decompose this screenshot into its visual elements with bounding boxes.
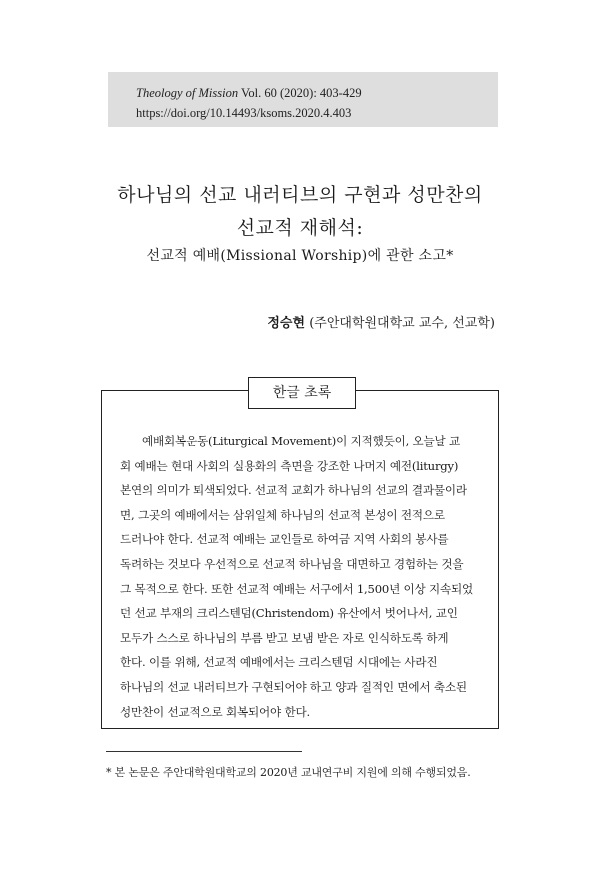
- volume-info: Vol. 60 (2020): 403-429: [238, 86, 362, 100]
- doi-link[interactable]: https://doi.org/10.14493/ksoms.2020.4.403: [136, 106, 352, 120]
- footnote-divider: [106, 751, 302, 752]
- paper-title-line-1: 하나님의 선교 내러티브의 구현과 성만찬의: [117, 184, 483, 206]
- abstract-line: 면, 그곳의 예배에서는 삼위일체 하나님의 선교적 본성이 전적으로: [120, 507, 445, 522]
- abstract-line: 드러나야 한다. 선교적 예배는 교인들로 하여금 지역 사회의 봉사를: [120, 532, 449, 547]
- abstract-line: 하나님의 선교 내러티브가 구현되어야 하고 양과 질적인 면에서 축소된: [120, 679, 467, 694]
- footnote: * 본 논문은 주안대학원대학교의 2020년 교내연구비 지원에 의해 수행되었음.: [106, 766, 471, 779]
- abstract-line: 예배회복운동(Liturgical Movement)이 지적했듯이, 오늘날 교: [142, 434, 461, 448]
- abstract-line: 던 선교 부재의 크리스텐덤(Christendom) 유산에서 벗어나서, 교인: [120, 606, 458, 621]
- abstract-line: 그 목적으로 한다. 또한 선교적 예배는 서구에서 1,500년 이상 지속되었: [120, 581, 474, 596]
- abstract-line: 본연의 의미가 퇴색되었다. 선교적 교회가 하나님의 선교의 결과물이라: [120, 483, 467, 498]
- abstract-text: [120, 429, 492, 724]
- journal-name: Theology of Mission: [136, 86, 239, 100]
- paper-title-line-2: 선교적 재해석:: [236, 217, 364, 239]
- citation-box: [108, 72, 498, 127]
- citation-journal-line: [136, 83, 498, 103]
- abstract-label: 한글 초록: [248, 377, 356, 409]
- abstract-line: 모두가 스스로 하나님의 부름 받고 보냄 받은 자로 인식하도록 하게: [120, 630, 449, 645]
- abstract-line: 회 예배는 현대 사회의 실용화의 측면을 강조한 나머지 예전(liturgy): [120, 458, 459, 473]
- author-line: [267, 312, 495, 331]
- abstract-line: 성만찬이 선교적으로 회복되어야 한다.: [120, 704, 310, 719]
- abstract-line: 독려하는 것보다 우선적으로 선교적 하나님을 대면하고 경험하는 것을: [120, 556, 464, 571]
- abstract-line: 한다. 이를 위해, 선교적 예배에서는 크리스텐덤 시대에는 사라진: [120, 655, 438, 670]
- paper-subtitle: 선교적 예배(Missional Worship)에 관한 소고*: [146, 248, 454, 264]
- author-name: 정승현: [267, 316, 306, 331]
- author-affiliation: (주안대학원대학교 교수, 선교학): [305, 316, 495, 331]
